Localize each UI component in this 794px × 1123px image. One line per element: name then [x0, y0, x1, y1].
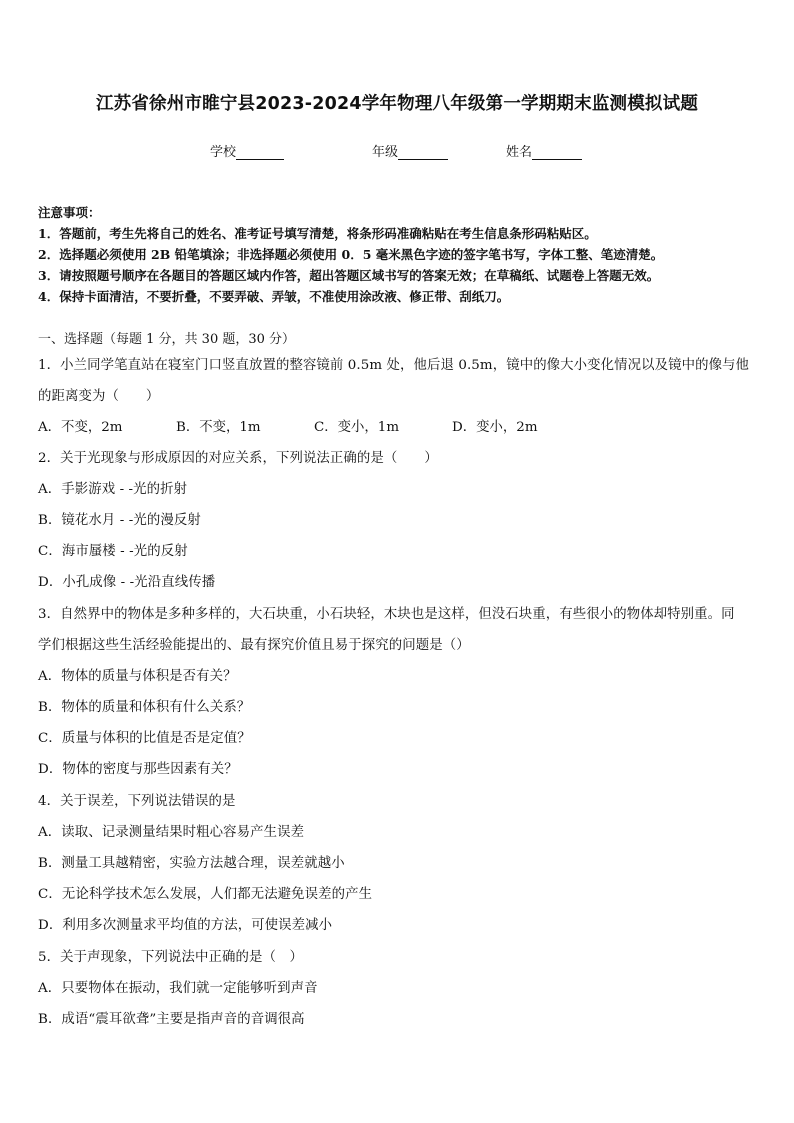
- q4-option-c[interactable]: C．无论科学技术怎么发展，人们都无法避免误差的产生: [38, 887, 373, 902]
- q3-option-a[interactable]: A．物体的质量与体积是否有关？: [38, 669, 237, 684]
- q1-stem: 1．小兰同学笔直站在寝室门口竖直放置的整容镜前 0.5m 处，他后退 0.5m，镜中的像大小变化情况以及镜中的像与他: [38, 358, 750, 373]
- school-field: [210, 141, 284, 160]
- q2-option-b[interactable]: B．镜花水月 - -光的漫反射: [38, 513, 201, 528]
- q1-option-a[interactable]: A．不变，2m: [38, 420, 123, 435]
- q4-stem: 4．关于误差，下列说法错误的是: [38, 794, 236, 809]
- grade-label: 年级: [372, 145, 399, 160]
- q3-option-c[interactable]: C．质量与体积的比值是否是定值？: [38, 731, 251, 746]
- q2-option-c[interactable]: C．海市蜃楼 - -光的反射: [38, 544, 188, 559]
- school-label: 学校: [210, 145, 237, 160]
- name-label: 姓名: [506, 145, 533, 160]
- grade-blank[interactable]: [398, 145, 448, 160]
- grade-field: [372, 141, 448, 160]
- q2-option-d[interactable]: D．小孔成像 - -光沿直线传播: [38, 575, 216, 590]
- q2-stem: 2．关于光现象与形成原因的对应关系，下列说法正确的是（ ）: [38, 451, 438, 466]
- section-heading: 一、选择题（每题 1 分，共 30 题，30 分）: [38, 332, 296, 347]
- note-item: 4．保持卡面清洁，不要折叠，不要弄破、弄皱，不准使用涂改液、修正带、刮纸刀。: [38, 289, 510, 304]
- name-blank[interactable]: [532, 145, 582, 160]
- page-title: 江苏省徐州市睢宁县2023-2024学年物理八年级第一学期期末监测模拟试题: [95, 94, 699, 114]
- q5-option-b[interactable]: B．成语“震耳欲聋”主要是指声音的音调很高: [38, 1012, 305, 1027]
- note-item: 2．选择题必须使用 2B 铅笔填涂；非选择题必须使用 0．5 毫米黑色字迹的签字笔书写，字体工整、笔迹清楚。: [38, 247, 664, 262]
- q3-option-b[interactable]: B．物体的质量和体积有什么关系？: [38, 700, 251, 715]
- school-blank[interactable]: [236, 145, 284, 160]
- q3-stem-cont: 学们根据这些生活经验能提出的、最有探究价值且易于探究的问题是（）: [38, 638, 470, 653]
- q2-option-a[interactable]: A．手影游戏 - -光的折射: [38, 482, 188, 497]
- note-item: 1．答题前，考生先将自己的姓名、准考证号填写清楚，将条形码准确粘贴在考生信息条形码粘贴区。: [38, 226, 597, 241]
- q1-option-d[interactable]: D．变小，2m: [452, 420, 538, 435]
- q1-stem-cont: 的距离变为（ ）: [38, 389, 160, 404]
- q5-stem: 5．关于声现象，下列说法中正确的是（ ）: [38, 950, 303, 965]
- q1-option-c[interactable]: C．变小，1m: [314, 420, 400, 435]
- q3-stem: 3．自然界中的物体是多种多样的，大石块重，小石块轻，木块也是这样，但没石块重，有些很小的物体却特别重。同: [38, 607, 735, 622]
- q3-option-d[interactable]: D．物体的密度与那些因素有关？: [38, 762, 238, 777]
- q4-option-a[interactable]: A．读取、记录测量结果时粗心容易产生误差: [38, 825, 305, 840]
- notes-heading: 注意事项：: [38, 205, 101, 220]
- q4-option-d[interactable]: D．利用多次测量求平均值的方法，可使误差减小: [38, 918, 333, 933]
- q4-option-b[interactable]: B．测量工具越精密，实验方法越合理，误差就越小: [38, 856, 345, 871]
- note-item: 3．请按照题号顺序在各题目的答题区域内作答，超出答题区域书写的答案无效；在草稿纸、试题卷上答题无效。: [38, 268, 660, 283]
- q5-option-a[interactable]: A．只要物体在振动，我们就一定能够听到声音: [38, 981, 318, 996]
- q1-option-b[interactable]: B．不变，1m: [176, 420, 261, 435]
- name-field: [506, 141, 582, 160]
